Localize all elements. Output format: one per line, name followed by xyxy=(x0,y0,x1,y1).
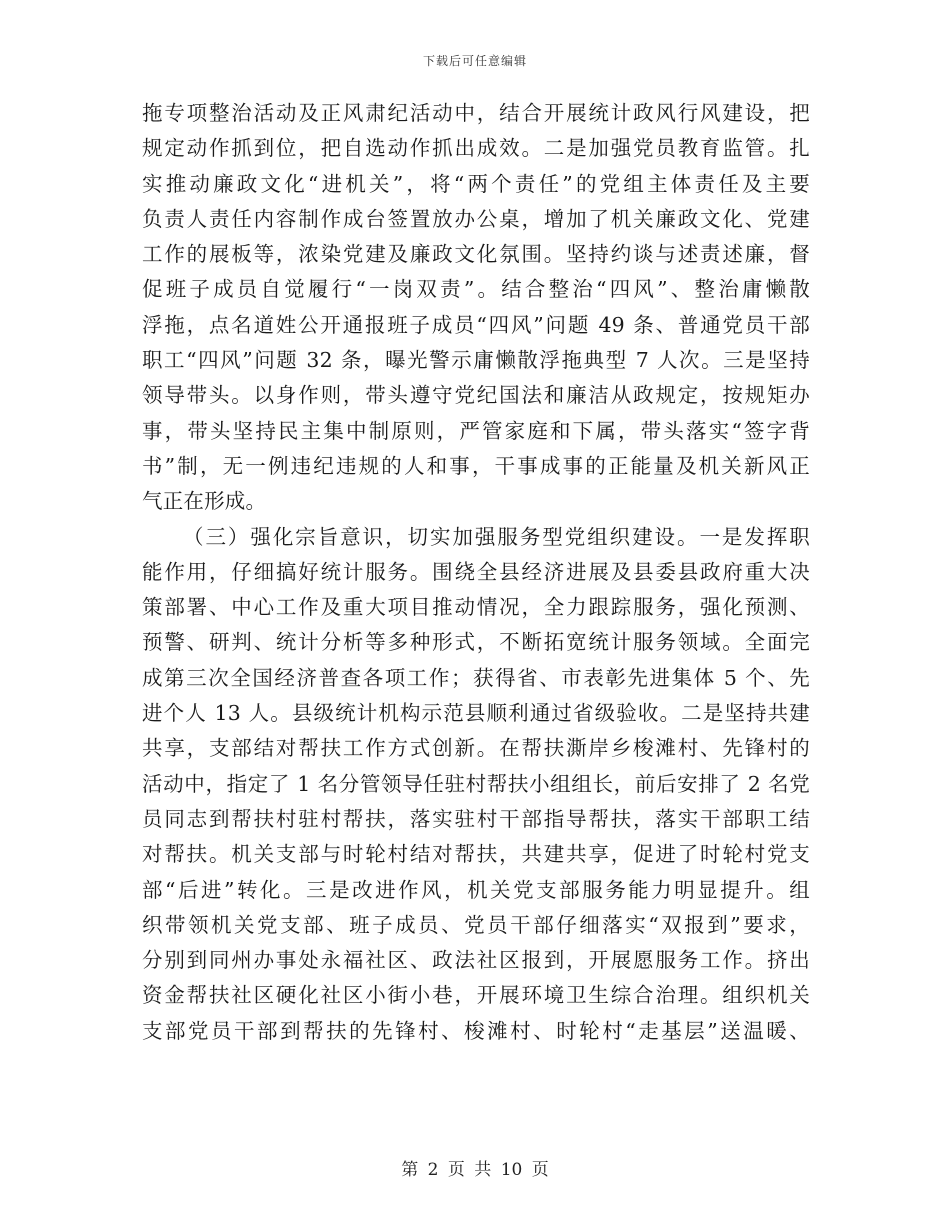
text-line: 预警、研判、统计分析等多种形式，不断拓宽统计服务领域。全面完 xyxy=(142,630,810,655)
text-line: 规定动作抓到位，把自选动作抓出成效。二是加强党员教育监管。扎 xyxy=(142,136,810,161)
text-line: 促班子成员自觉履行“一岗双责”。结合整治“四风”、整治庸懒散 xyxy=(142,277,810,302)
document-body xyxy=(142,96,810,1049)
section-heading-line: （三）强化宗旨意识，切实加强服务型党组织建设。一是发挥职 xyxy=(183,524,810,549)
text-line: 职工“四风”问题 32 条，曝光警示庸懒散浮拖典型 7 人次。三是坚持 xyxy=(142,348,810,373)
text-line: 书”制，无一例违纪违规的人和事，干事成事的正能量及机关新风正 xyxy=(142,453,810,478)
text-line: 实推动廉政文化“进机关”，将“两个责任”的党组主体责任及主要 xyxy=(142,171,810,196)
text-line: 拖专项整治活动及正风肃纪活动中，结合开展统计政风行风建设，把 xyxy=(142,101,810,125)
text-line: 共享，支部结对帮扶工作方式创新。在帮扶澌岸乡梭滩村、先锋村的 xyxy=(142,736,810,761)
text-line: 策部署、中心工作及重大项目推动情况，全力跟踪服务，强化预测、 xyxy=(142,595,810,620)
text-line: 事，带头坚持民主集中制原则，严管家庭和下属，带头落实“签字背 xyxy=(142,418,810,443)
text-line: 进个人 13 人。县级统计机构示范县顺利通过省级验收。二是坚持共建 xyxy=(142,701,810,726)
text-line: 负责人责任内容制作成台签置放办公桌，增加了机关廉政文化、党建 xyxy=(142,206,810,231)
text-line: 工作的展板等，浓染党建及廉政文化氛围。坚持约谈与述责述廉，督 xyxy=(142,242,810,267)
text-line: 领导带头。以身作则，带头遵守党纪国法和廉洁从政规定，按规矩办 xyxy=(142,383,810,408)
text-line: 支部党员干部到帮扶的先锋村、梭滩村、时轮村“走基层”送温暖、 xyxy=(142,1018,810,1043)
text-line: 能作用，仔细搞好统计服务。围绕全县经济进展及县委县政府重大决 xyxy=(142,559,810,584)
text-line: 员同志到帮扶村驻村帮扶，落实驻村干部指导帮扶，落实干部职工结 xyxy=(142,806,810,831)
text-line: 织带领机关党支部、班子成员、党员干部仔细落实“双报到”要求， xyxy=(142,912,810,937)
text-line: 资金帮扶社区硬化社区小街小巷，开展环境卫生综合治理。组织机关 xyxy=(142,983,810,1008)
text-line: 活动中，指定了 1 名分管领导任驻村帮扶小组组长，前后安排了 2 名党 xyxy=(142,771,810,796)
text-line: 分别到同州办事处永福社区、政法社区报到，开展愿服务工作。挤出 xyxy=(142,948,810,973)
text-line: 对帮扶。机关支部与时轮村结对帮扶，共建共享，促进了时轮村党支 xyxy=(142,842,810,867)
text-line: 浮拖，点名道姓公开通报班子成员“四风”问题 49 条、普通党员干部 xyxy=(142,312,810,337)
text-line: 气正在形成。 xyxy=(142,489,267,514)
text-line: 部“后进”转化。三是改进作风，机关党支部服务能力明显提升。组 xyxy=(142,877,810,902)
text-line: 成第三次全国经济普查各项工作；获得省、市表彰先进集体 5 个、先 xyxy=(142,665,810,690)
page-header-note: 下载后可任意编辑 xyxy=(422,54,527,68)
page-number: 第 2 页 共 10 页 xyxy=(401,1160,549,1180)
